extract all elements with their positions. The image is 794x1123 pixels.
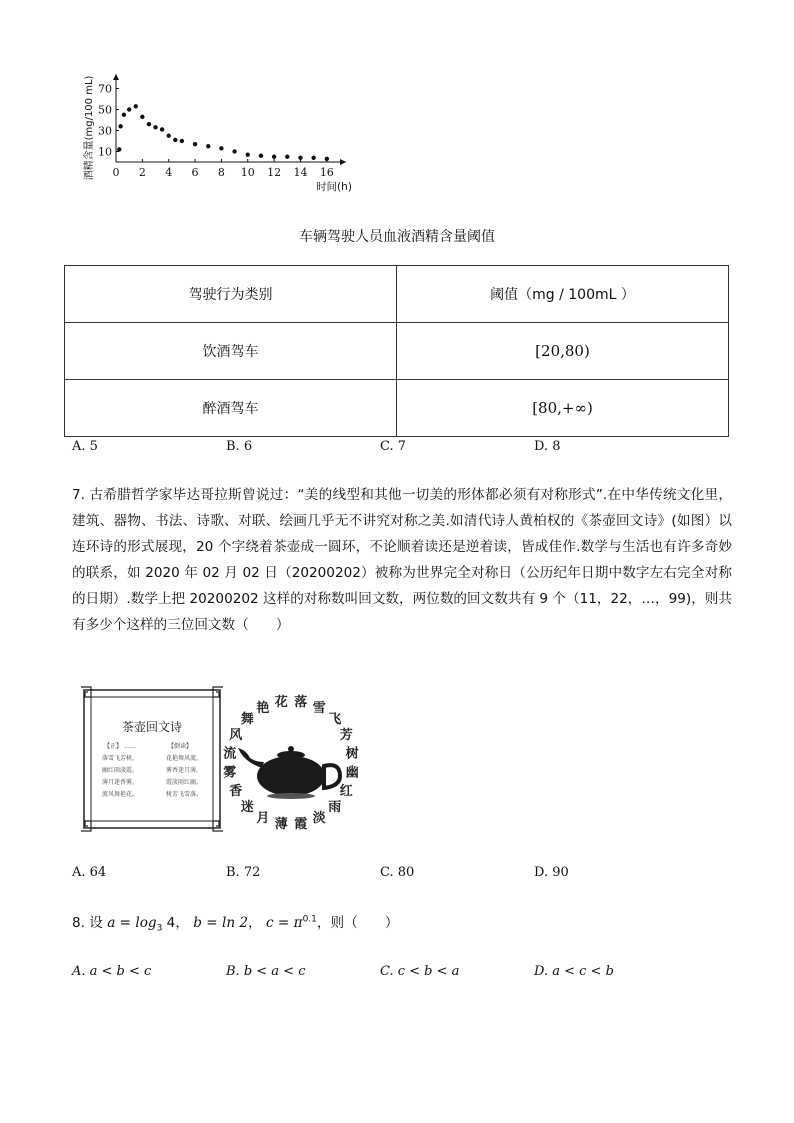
poem-line: 薄月迷香雾， [102, 779, 139, 786]
poster-title: 茶壶回文诗 [121, 720, 183, 734]
data-point [272, 155, 276, 159]
teapot-poem-illustration [78, 684, 368, 834]
q8-prefix: 8. 设 [72, 915, 103, 931]
y-axis-label: 酒精含量(mg/100 mL) [84, 75, 95, 181]
ring-char: 薄 [274, 817, 288, 833]
poem-line: 幽红雨淡霞。 [102, 767, 139, 774]
q6-option-b: B. 6 [226, 439, 253, 454]
x-tick-label: 0 [112, 166, 120, 179]
data-point [285, 155, 289, 159]
data-point [298, 156, 302, 160]
q7-option-d: D. 90 [534, 865, 569, 880]
ring-char: 流 [223, 746, 237, 762]
threshold-table [64, 265, 729, 437]
q8-option-b: B. b < a < c [226, 964, 306, 979]
q8-a-base: 3 [156, 923, 163, 934]
table-cell: 饮酒驾车 [65, 323, 397, 380]
q7-option-c: C. 80 [380, 865, 415, 880]
ring-char: 雪 [312, 700, 326, 716]
ring-char: 霞 [294, 817, 308, 833]
data-point [246, 152, 250, 156]
data-point [118, 124, 122, 128]
table-title: 车辆驾驶人员血液酒精含量阈值 [299, 229, 495, 245]
ring-char: 香 [229, 784, 243, 800]
q6-option-c: C. 7 [380, 439, 407, 454]
data-point [117, 147, 121, 151]
ring-char: 花 [274, 694, 288, 710]
question-8-text: 8. 设 $a = \log_3 4$， b = ln 2， $c = \pi^{0.1}$，则（ ） [72, 914, 399, 934]
ring-char: 舞 [240, 712, 254, 728]
data-point [206, 144, 210, 148]
data-point [134, 104, 138, 108]
ring-char: 树 [345, 746, 359, 762]
q8-a: a = log [107, 915, 157, 931]
table-row [65, 323, 729, 380]
teapot-icon [238, 746, 340, 799]
data-point [173, 138, 177, 142]
table-header-cell: 阈值（mg / 100mL ） [397, 266, 729, 323]
data-point [122, 113, 126, 117]
ring-char: 雨 [328, 799, 342, 815]
x-tick-label: 2 [138, 166, 146, 179]
ring-char: 风 [229, 727, 243, 743]
q7-option-b: B. 72 [226, 865, 261, 880]
x-axis-label: 时间(h) [316, 181, 352, 193]
poem-line: 流风舞艳花。 [102, 791, 139, 798]
ring-char: 月 [256, 811, 270, 827]
y-tick-label: 70 [98, 82, 112, 96]
data-point [325, 157, 329, 161]
poem-line: 霞淡雨红幽， [166, 779, 203, 786]
y-tick-label: 50 [98, 103, 112, 117]
data-point [219, 146, 223, 150]
question-7-text: 7. 古希腊哲学家毕达哥拉斯曾说过：“美的线型和其他一切美的形体都必须有对称形式”.在中华传统文化里，建筑、器物、书法、诗歌、对联、绘画几乎无不讲究对称之美.如清代诗人黄柏权的《茶壶回文诗》(如图）以连环诗的形式展现，20 个字绕着茶壶成一圆环，不论顺着读还是逆着读，皆成佳作.数学与生活也有许多奇妙的联系，如 2020 年 02 月 02 日（20200202）被称为世界完全对称日（公历纪年日期中数字左右完全对称的日期）.数学上把 20200202 这样的对称数叫回文数，两位数的回文数共有 9 个（11，22，…，99)，则共有多少个这样的三位回文数（ ） [72, 487, 732, 633]
poem-line: 花艳舞风流， [166, 755, 203, 762]
x-tick-label: 4 [165, 166, 173, 179]
x-tick-label: 14 [293, 166, 308, 179]
data-point [147, 122, 151, 126]
x-tick-label: 16 [319, 166, 334, 179]
ring-char: 淡 [312, 811, 326, 827]
poem-line: 落雪飞芳树， [102, 755, 139, 762]
table-header-cell: 驾驶行为类别 [65, 266, 397, 323]
x-tick-label: 12 [267, 166, 282, 179]
ring-char: 迷 [240, 799, 254, 815]
x-tick-label: 8 [217, 166, 225, 179]
y-tick-label: 30 [98, 124, 112, 138]
data-point [259, 154, 263, 158]
poem-col1-head: 【正】 …… [104, 743, 136, 750]
data-point [167, 134, 171, 138]
data-point [180, 139, 184, 143]
q8-suffix: ，则（ ） [316, 915, 399, 931]
x-tick-label: 6 [191, 166, 199, 179]
ring-char: 雾 [223, 765, 237, 781]
q8-c-exp: 0.1 [302, 914, 317, 925]
data-point [311, 156, 315, 160]
ring-char: 艳 [256, 700, 270, 716]
data-point [153, 125, 157, 129]
q8-option-c: C. c < b < a [380, 964, 460, 979]
data-point [140, 115, 144, 119]
ring-char: 芳 [339, 727, 353, 743]
x-axis-arrow [340, 159, 346, 165]
alcohol-scatter-chart [78, 70, 368, 200]
q6-option-d: D. 8 [534, 439, 561, 454]
data-point [232, 149, 236, 153]
data-point [193, 142, 197, 146]
table-header-row [65, 266, 729, 323]
ring-char: 落 [294, 694, 308, 710]
poem-line: 树芳飞雪落。 [166, 791, 203, 798]
q8-option-d: D. a < c < b [534, 964, 614, 979]
data-point [127, 107, 131, 111]
table-row [65, 380, 729, 437]
poem-col2-head: 【倒读】 [168, 743, 193, 750]
q8-a-arg: 4 [166, 915, 176, 931]
q6-option-a: A. 5 [72, 439, 98, 454]
q7-option-a: A. 64 [72, 865, 107, 880]
poem-line: 雾香迷月薄， [166, 767, 203, 774]
teapot-ring [223, 694, 358, 832]
q8-c: c = π [265, 915, 303, 931]
x-tick-label: 10 [240, 166, 255, 179]
q8-b: b = ln 2 [193, 915, 249, 931]
table-cell: [20,80) [397, 323, 729, 380]
ring-char: 飞 [328, 712, 342, 728]
y-tick-label: 10 [98, 145, 112, 159]
ring-char: 幽 [345, 765, 359, 781]
poem-poster [81, 687, 223, 831]
q8-option-a: A. a < b < c [72, 964, 152, 979]
data-point [160, 127, 164, 131]
ring-char: 红 [339, 784, 353, 800]
table-cell: 醉酒驾车 [65, 380, 397, 437]
table-cell: [80,+∞) [397, 380, 729, 437]
y-axis-arrow [113, 74, 119, 80]
